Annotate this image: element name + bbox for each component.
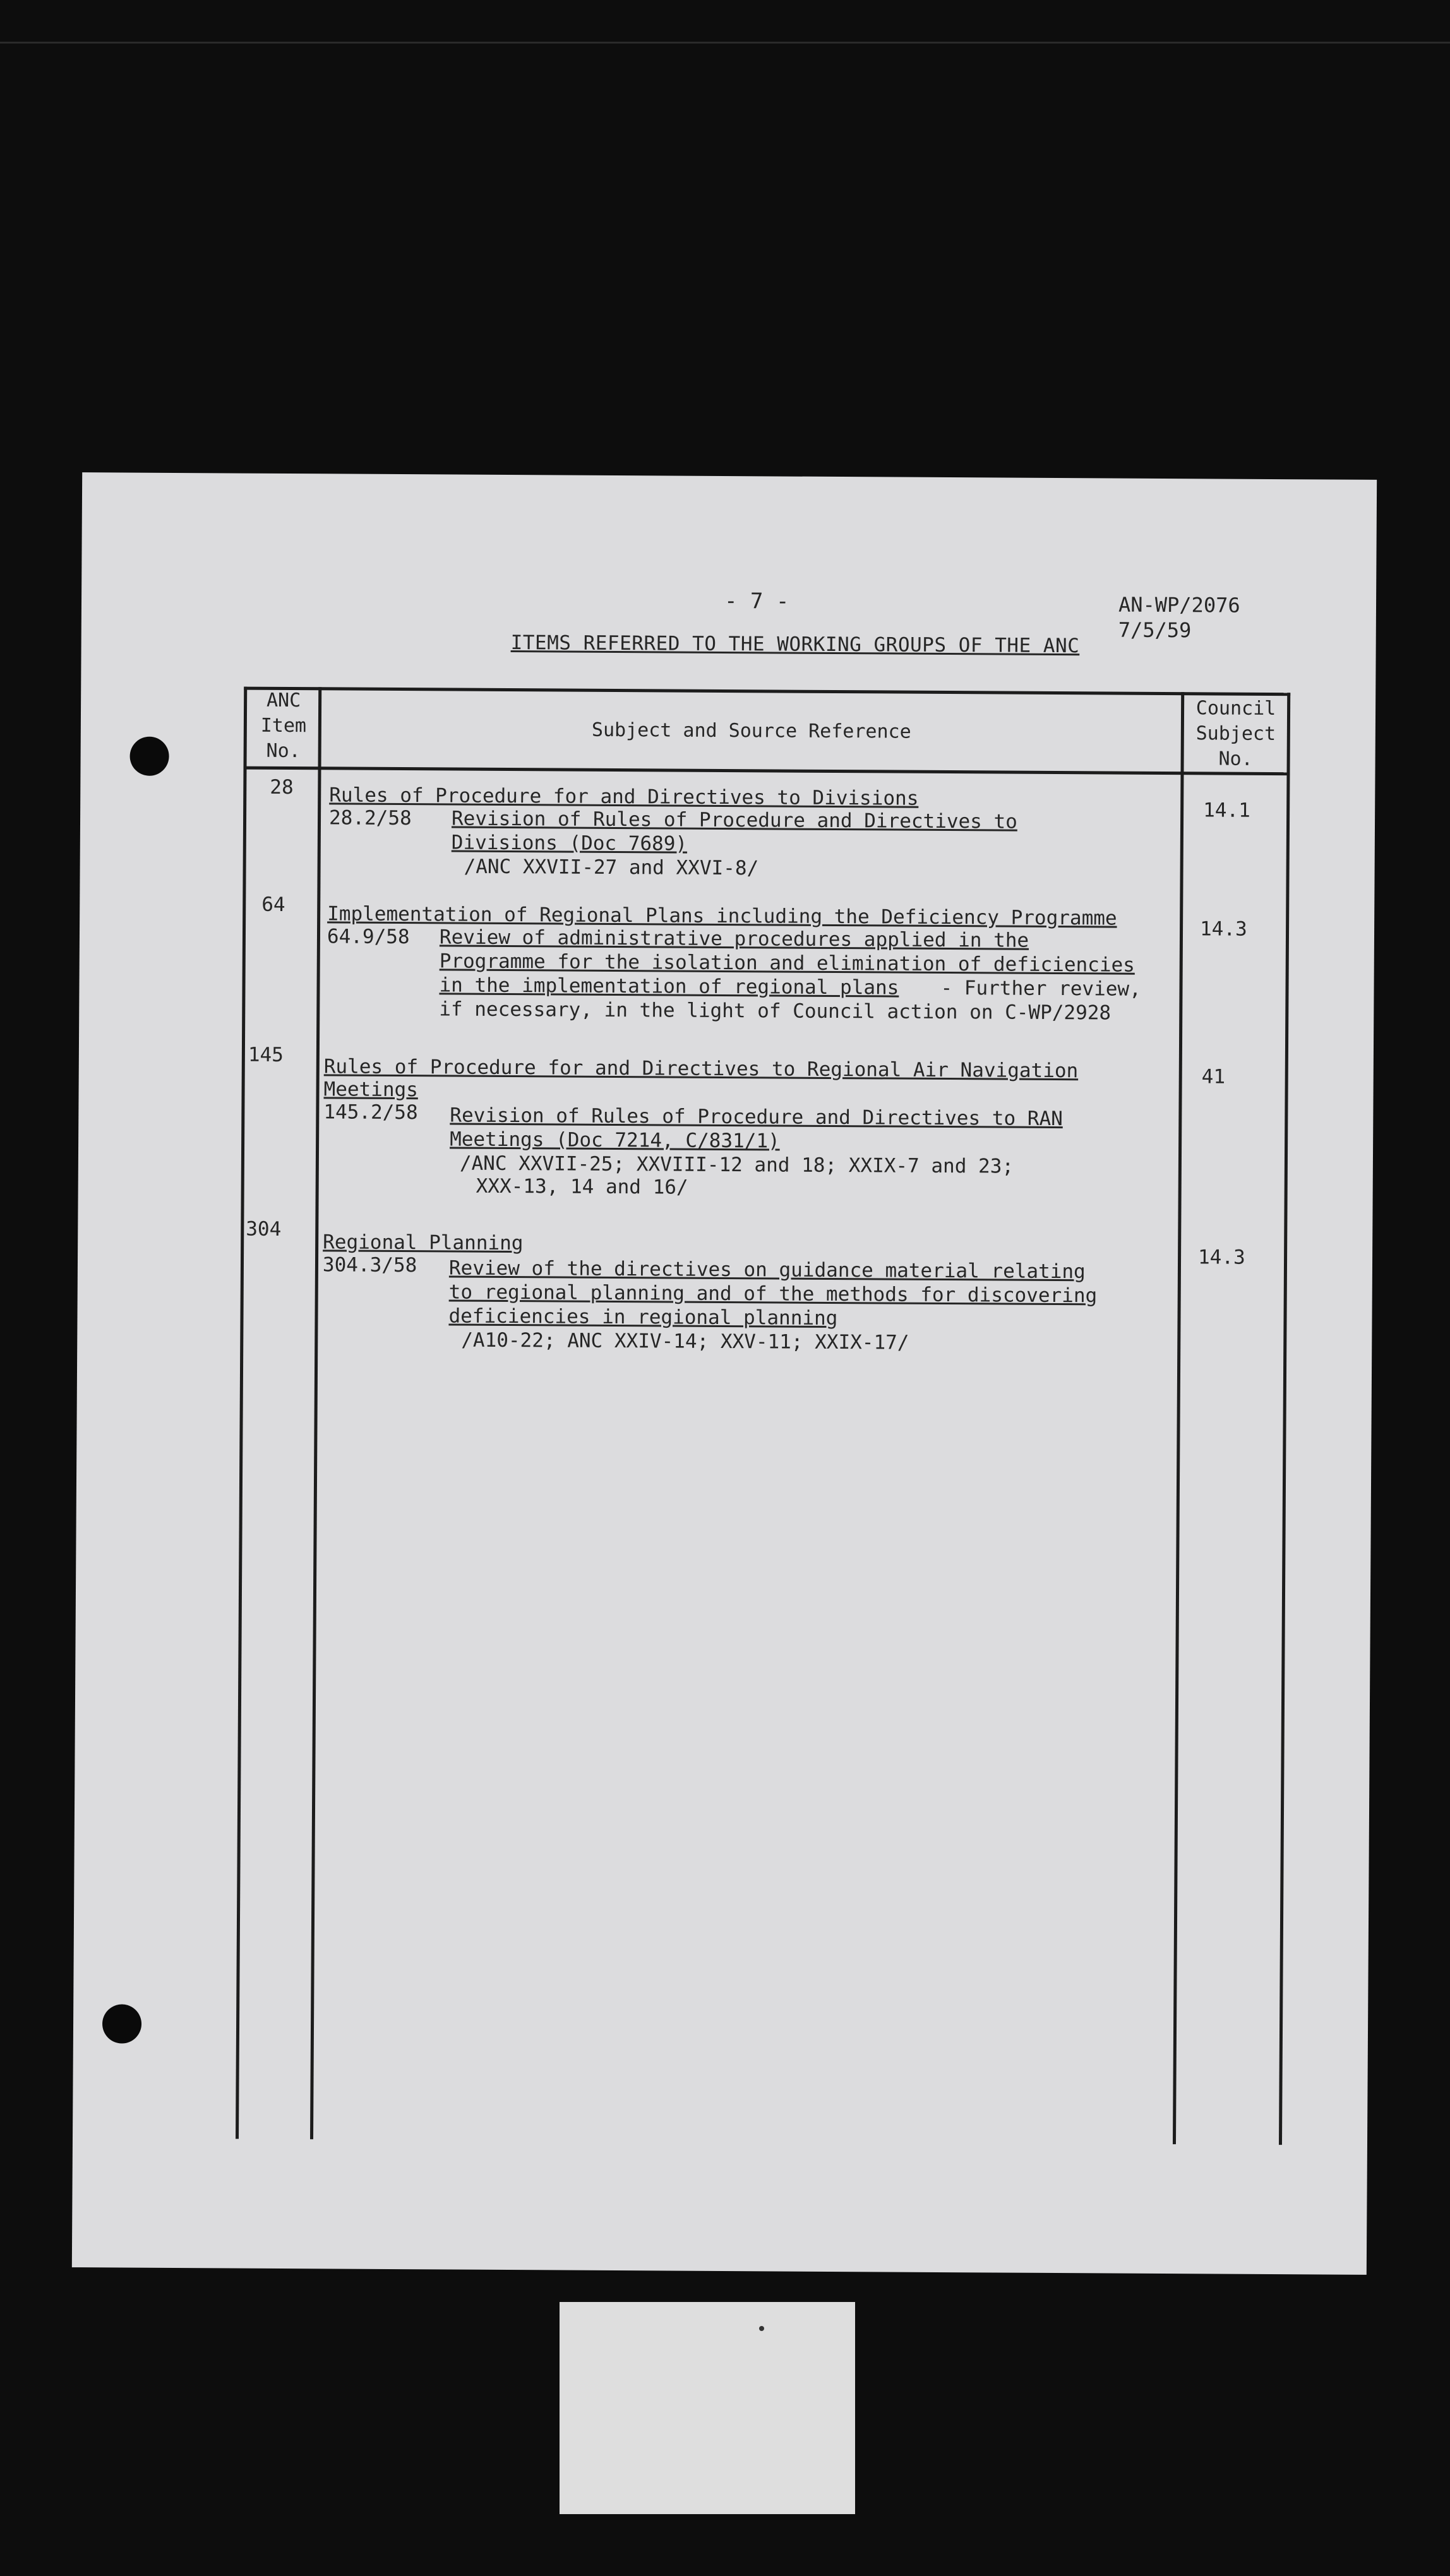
item-number: 304 [246,1217,282,1241]
sub-item-text: in the implementation of regional plans [439,974,899,999]
sub-item-text: Divisions (Doc 7689) [451,831,688,856]
sub-item-text: Review of administrative procedures applied in the [439,926,1029,952]
page-number: - 7 - [724,588,789,614]
punch-hole [129,737,169,776]
council-subject-number: 14.3 [1197,1246,1245,1269]
item-heading: Rules of Procedure for and Directives to Divisions [329,784,919,810]
sub-item-note: - Further review, [940,976,1141,1001]
item-number: 64 [261,893,285,916]
sub-item-number: 304.3/58 [322,1253,417,1277]
sub-item-text: to regional planning and of the methods for discovering [448,1280,1098,1308]
header-line: Council [1195,697,1276,720]
film-target-slip [560,2302,855,2514]
source-reference: XXX-13, 14 and 16/ [476,1174,688,1199]
header-line: Subject [1195,722,1276,746]
sub-item-number: 28.2/58 [328,806,412,830]
item-number: 145 [248,1043,284,1066]
header-council-subject-no [1185,696,1288,772]
speck [759,2326,764,2331]
sub-item-number: 145.2/58 [323,1100,418,1124]
punch-hole [102,2004,141,2043]
item-number: 28 [270,775,294,799]
document-page [72,472,1377,2275]
sub-item-number: 64.9/58 [327,925,410,949]
document-reference [1118,592,1240,643]
items-table [236,687,1295,2145]
header-line: ANC [266,689,301,712]
film-edge-line [0,42,1450,44]
table-rule [1173,692,1184,2144]
table-rule [1279,693,1290,2145]
sub-item-text: deficiencies in regional planning [448,1304,838,1330]
item-heading: Meetings [323,1078,418,1102]
source-reference: /ANC XXVII-27 and XXVI-8/ [464,855,759,880]
sub-item-note: if necessary, in the light of Council action on C-WP/2928 [439,998,1111,1025]
doc-ref-number: AN-WP/2076 [1118,592,1240,617]
council-subject-number: 41 [1201,1065,1226,1088]
item-heading: Rules of Procedure for and Directives to Regional Air Navigation [323,1055,1079,1083]
doc-date: 7/5/59 [1118,617,1192,643]
header-anc-item-no [249,688,319,765]
source-reference: /ANC XXVII-25; XXVIII-12 and 18; XXIX-7 and 23; [459,1152,1014,1178]
sub-item-text: Revision of Rules of Procedure and Directives to RAN [450,1104,1063,1131]
council-subject-number: 14.1 [1203,799,1250,822]
item-heading: Implementation of Regional Plans including the Deficiency Programme [327,902,1117,930]
table-rule [310,687,321,2139]
table-rule [236,687,247,2139]
item-heading: Regional Planning [323,1231,524,1255]
header-line: No. [266,739,301,763]
sub-item-text: Programme for the isolation and elimination of deficiencies [439,950,1135,977]
sub-item-text: Meetings (Doc 7214, C/831/1) [450,1128,780,1153]
header-subject: Subject and Source Reference [591,719,911,743]
source-reference: /A10-22; ANC XXIV-14; XXV-11; XXIX-17/ [461,1328,909,1354]
sub-item-text: Review of the directives on guidance material relating [448,1256,1086,1284]
table-rule [243,766,1290,776]
header-line: No. [1218,748,1253,770]
table-rule [244,687,1290,696]
council-subject-number: 14.3 [1199,917,1247,941]
sub-item-text: Revision of Rules of Procedure and Directives to [451,807,1018,833]
page-title: ITEMS REFERRED TO THE WORKING GROUPS OF THE ANC [510,631,1080,658]
header-line: Item [260,714,307,737]
